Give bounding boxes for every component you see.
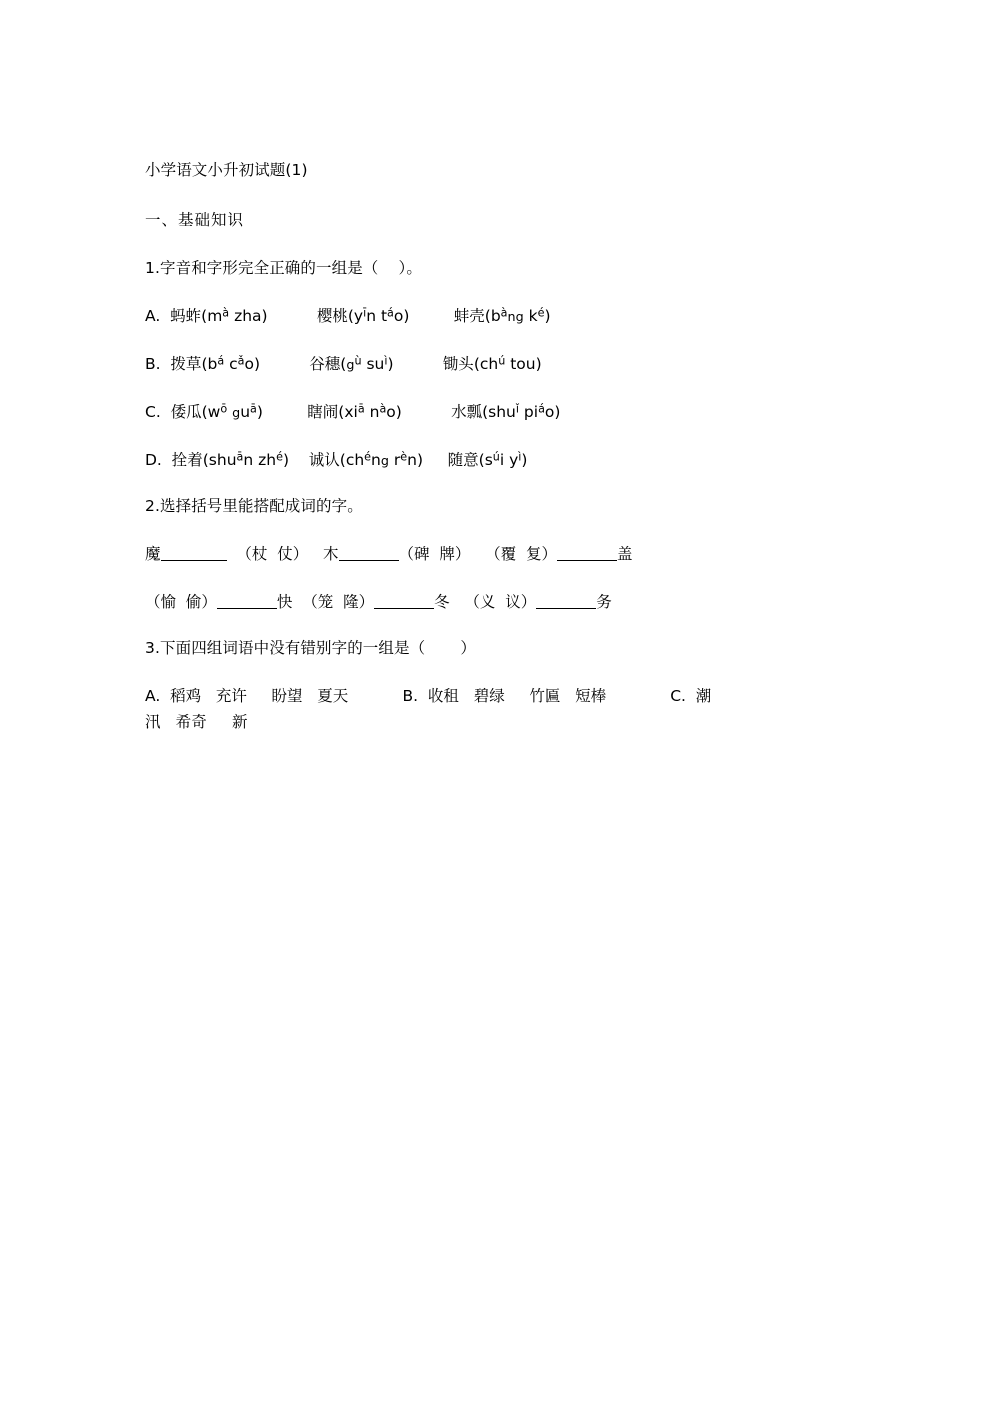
question-1-option-d: D. 拴着(shu$^ā$n $zh^é$) 诚认($ch^éng$ $r^èn$) 随意($s^úi$ $y^ì$) bbox=[145, 450, 528, 469]
vertical-spacer bbox=[145, 732, 851, 806]
vertical-spacer bbox=[145, 828, 851, 872]
blank-line[interactable] bbox=[217, 608, 277, 609]
question-3-option-c-continued: 汛 希奇 新 bbox=[145, 713, 248, 731]
question-3-option-b: B. 收租 碧绿 竹匾 短棒 bbox=[402, 687, 607, 705]
blank-line[interactable] bbox=[161, 560, 227, 561]
q2-char-wu: 务 bbox=[596, 593, 612, 611]
question-3-options-row bbox=[145, 684, 851, 706]
question-1-option-c: C. 倭瓜($w^ō$ $gu^ā$) 瞎闹($xi^ā$ $n^ào$) 水瓢(shu$^ǐ$ $pi^áo$) bbox=[145, 402, 561, 421]
question-3-stem: 3.下面四组词语中没有错别字的一组是（ ） bbox=[145, 639, 476, 657]
q2-bracket-long-long: （笼 隆） bbox=[302, 593, 375, 611]
question-2-line-1 bbox=[145, 542, 851, 564]
q2-bracket-yi-yi: （义 议） bbox=[464, 593, 537, 611]
dense-text-block bbox=[145, 806, 851, 828]
blank-line[interactable] bbox=[557, 560, 617, 561]
q2-bracket-yu-tou: （愉 偷） bbox=[145, 593, 217, 611]
question-1-option-a: A. 蚂蚱($m^à$ zha) 樱桃($y^īn$ $t^áo$) 蚌壳($b^àng$ $k^é$) bbox=[145, 306, 551, 325]
vertical-spacer bbox=[145, 806, 851, 828]
question-1-stem: 1.字音和字形完全正确的一组是（ ）。 bbox=[145, 259, 422, 277]
page-title: 小学语文小升初试题(1) bbox=[145, 161, 308, 179]
vertical-spacer bbox=[145, 872, 851, 916]
q2-char-gai: 盖 bbox=[617, 545, 633, 563]
question-3-option-a: A. 稻鸡 充许 盼望 夏天 bbox=[145, 687, 349, 705]
q2-bracket-fu-fu: （覆 复） bbox=[485, 545, 558, 563]
q2-bracket-zhang-zhang: （杖 仗） bbox=[236, 545, 309, 563]
q2-char-dong: 冬 bbox=[434, 593, 450, 611]
q2-char-kuai: 快 bbox=[276, 593, 293, 611]
q2-char-mu: 木 bbox=[323, 545, 339, 563]
question-3-option-c: C. 潮 bbox=[670, 687, 712, 705]
question-2-line-2 bbox=[145, 590, 851, 612]
q2-char-mo: 魔 bbox=[145, 545, 161, 563]
section-heading: 一、基础知识 bbox=[145, 211, 245, 229]
blank-line[interactable] bbox=[374, 608, 434, 609]
blank-line[interactable] bbox=[339, 560, 399, 561]
question-1-option-b: B. 拨草($b^á$ $c^ǎo$) 谷穗($g^ù$ $su^ì$) 锄头($ch^ú$ tou) bbox=[145, 354, 542, 373]
question-2-stem: 2.选择括号里能搭配成词的字。 bbox=[145, 497, 363, 515]
document-body bbox=[145, 160, 851, 916]
blank-line[interactable] bbox=[536, 608, 596, 609]
q2-bracket-bei-pai: （碑 牌） bbox=[398, 545, 471, 563]
